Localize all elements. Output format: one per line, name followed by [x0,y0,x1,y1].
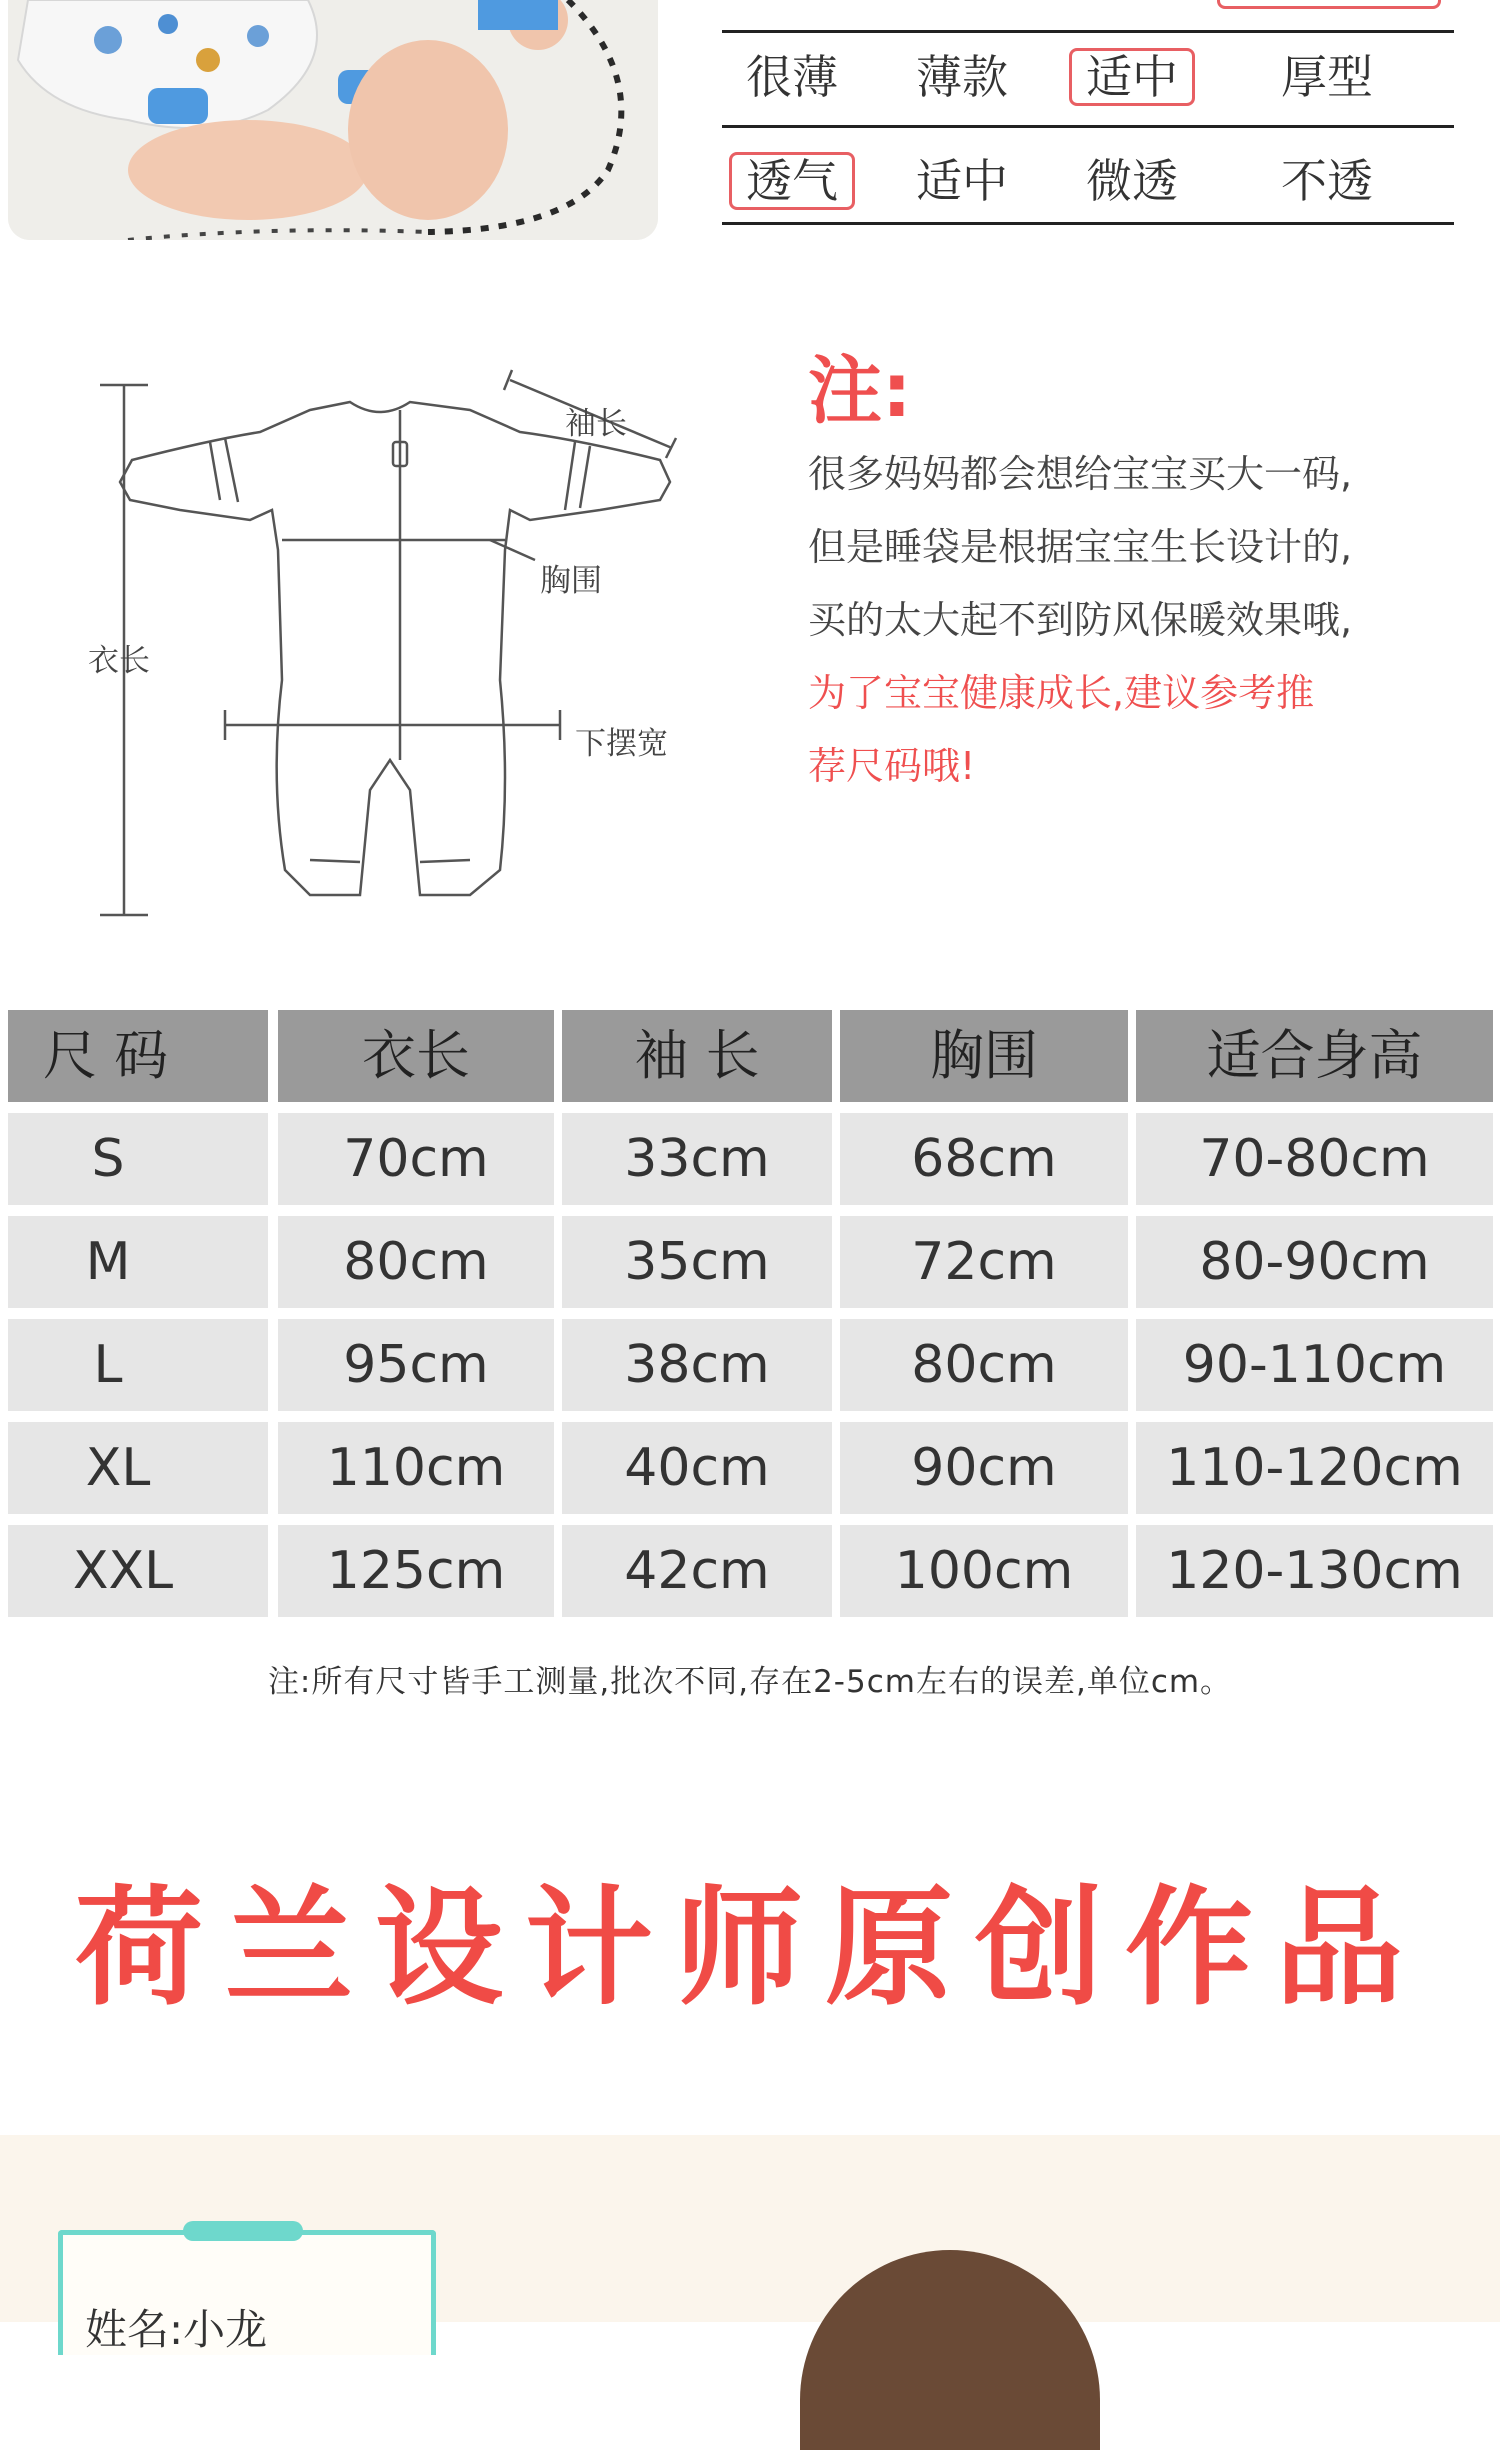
table-cell: 80cm [278,1216,554,1308]
table-cell: M [8,1216,268,1308]
note-line: 买的太大起不到防风保暖效果哦, [808,598,1353,642]
thickness-option-selected: 适中 [1052,36,1212,118]
table-cell: 110cm [278,1422,554,1514]
card-clip-icon [183,2221,303,2241]
breathability-option-selected: 透气 [722,140,862,222]
table-cell: 35cm [562,1216,832,1308]
baby-photo [8,0,658,240]
divider [722,30,1454,33]
table-cell: 40cm [562,1422,832,1514]
table-cell: 68cm [840,1113,1128,1205]
table-cell: L [8,1319,268,1411]
breathability-row [722,140,1454,222]
measurement-diagram [60,350,720,930]
note-line: 很多妈妈都会想给宝宝买大一码, [808,452,1353,496]
column-header: 袖 长 [562,1010,832,1102]
column-header: 胸围 [840,1010,1128,1102]
table-cell: 120-130cm [1136,1525,1493,1617]
table-row [8,1216,1493,1308]
thickness-row [722,36,1454,118]
note-title: 注: [808,348,912,434]
table-cell: 42cm [562,1525,832,1617]
size-footnote: 注:所有尺寸皆手工测量,批次不同,存在2-5cm左右的误差,单位cm。 [267,1664,1233,1700]
table-cell: 95cm [278,1319,554,1411]
breathability-option: 微透 [1086,154,1178,208]
hem-width-label: 下摆宽 [575,726,668,762]
table-cell: 90cm [840,1422,1128,1514]
table-cell: 33cm [562,1113,832,1205]
designer-name: 姓名:小龙 [85,2305,268,2354]
size-advice-note [808,350,1468,803]
note-highlight-line: 为了宝宝健康成长,建议参考推 [808,671,1315,715]
table-cell: 80-90cm [1136,1216,1493,1308]
previous-selected-box [1217,0,1441,9]
designer-name-card [58,2230,436,2355]
thickness-option: 薄款 [916,50,1008,104]
table-cell: 100cm [840,1525,1128,1617]
table-row [8,1525,1493,1617]
note-line: 但是睡袋是根据宝宝生长设计的, [808,525,1353,569]
column-header: 适合身高 [1136,1010,1493,1102]
table-row [8,1113,1493,1205]
table-cell: 80cm [840,1319,1128,1411]
chest-label: 胸围 [540,563,602,599]
table-cell: 70-80cm [1136,1113,1493,1205]
divider [722,222,1454,225]
attribute-table [722,0,1454,230]
column-header: 尺 码 [8,1010,268,1102]
table-cell: XL [8,1422,268,1514]
table-cell: 110-120cm [1136,1422,1493,1514]
table-row [8,1319,1493,1411]
table-cell: 38cm [562,1319,832,1411]
sleeve-length-label: 袖长 [565,406,627,442]
breathability-option: 不透 [1281,154,1373,208]
note-highlight-line: 荐尺码哦! [808,744,976,788]
baby-sleeping-image [8,0,658,240]
table-cell: XXL [8,1525,268,1617]
table-cell: 90-110cm [1136,1319,1493,1411]
column-header: 衣长 [278,1010,554,1102]
table-cell: S [8,1113,268,1205]
breathability-option: 适中 [916,154,1008,208]
table-cell: 72cm [840,1216,1128,1308]
divider [722,125,1454,128]
table-cell: 70cm [278,1113,554,1205]
table-header-row [8,1010,1493,1102]
length-label: 衣长 [88,643,150,679]
designer-banner-title: 荷兰设计师原创作品 [74,1874,1425,2023]
table-cell: 125cm [278,1525,554,1617]
size-table [8,1010,1493,1628]
thickness-option: 很薄 [746,50,838,104]
table-row [8,1422,1493,1514]
thickness-option: 厚型 [1281,50,1373,104]
